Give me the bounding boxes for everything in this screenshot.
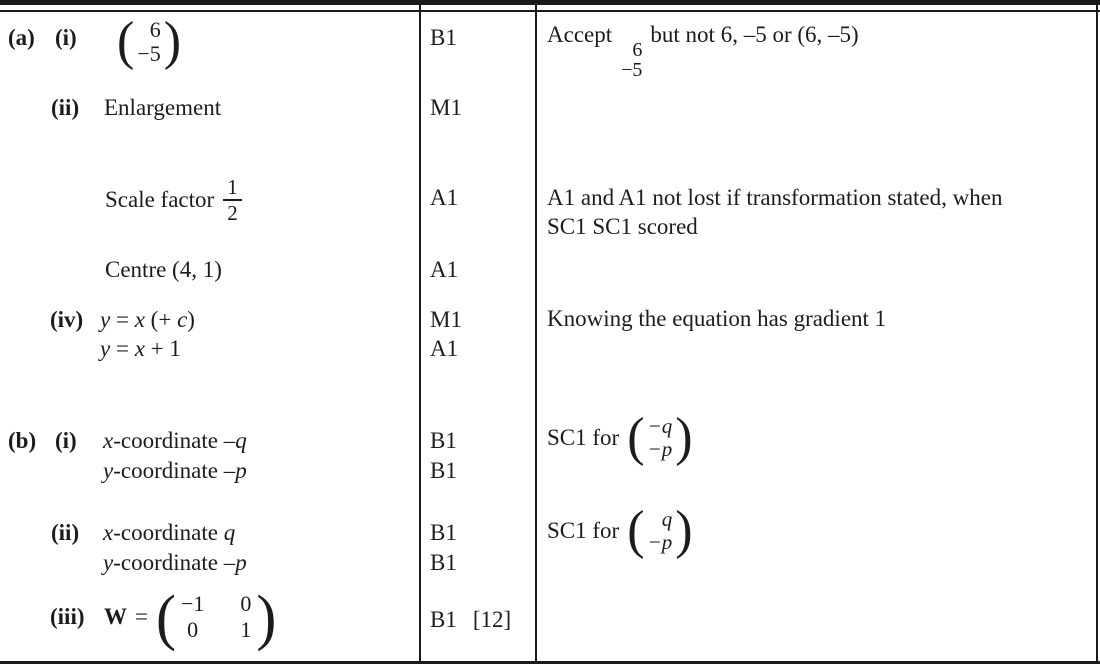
coordinate-text: -coordinate xyxy=(113,520,224,545)
scale-factor-fraction xyxy=(223,175,242,225)
mark-line: B1 xyxy=(430,550,457,575)
matrix-entry: 0 xyxy=(187,617,199,642)
comment-scale xyxy=(547,183,1002,241)
mark-line: B1 xyxy=(430,458,457,483)
comment-text: but not 6, –5 or (6, –5) xyxy=(650,22,859,47)
matrix-entry: 1 xyxy=(240,617,252,642)
math-var: y xyxy=(103,458,114,483)
comment-line: A1 and A1 not lost if transformation stated, when xyxy=(547,185,1003,210)
part-a-i-label: (i) xyxy=(55,25,77,50)
right-paren: ) xyxy=(675,500,693,561)
equals-sign: = xyxy=(135,604,148,629)
matrix-name: W xyxy=(104,604,127,629)
vector-entries xyxy=(645,415,676,461)
comment-a-i xyxy=(547,21,859,80)
stack-bottom: −5 xyxy=(621,59,643,81)
answer-b-ii-line2 xyxy=(103,548,247,578)
table-top-border xyxy=(0,0,1100,5)
part-b-label: (b) xyxy=(8,428,37,453)
marks-b-ii xyxy=(430,518,457,578)
comment-text: SC1 for xyxy=(547,518,620,543)
matrix-entries xyxy=(176,591,256,643)
right-paren: ) xyxy=(163,11,182,72)
column-divider-comments xyxy=(535,5,537,661)
table-bottom-border xyxy=(0,661,1100,664)
mark-a-i: B1 xyxy=(430,25,457,50)
answer-a-ii-text: Enlargement xyxy=(104,95,222,120)
mark-a-ii: M1 xyxy=(430,95,462,120)
answer-b-i-line1 xyxy=(8,426,247,456)
mark-scale: A1 xyxy=(430,185,459,210)
mark-line: B1 xyxy=(430,607,457,632)
mark-line: B1 xyxy=(430,428,457,453)
marks-b-i xyxy=(430,426,457,486)
answer-b-ii-line1 xyxy=(51,518,247,548)
left-paren: ( xyxy=(627,407,645,468)
vector-top: −q xyxy=(647,414,673,438)
table-right-border xyxy=(1096,5,1098,661)
vector-bottom: −p xyxy=(647,530,673,554)
math-var: y xyxy=(100,307,111,332)
vector-bottom: −5 xyxy=(137,41,161,66)
math-var: x xyxy=(103,428,114,453)
part-a-label: (a) xyxy=(8,25,35,50)
answer-a-iv xyxy=(50,305,195,363)
math-op: = xyxy=(110,336,135,361)
math-var: x xyxy=(103,520,114,545)
part-b-iii-label: (iii) xyxy=(50,604,85,629)
mark-centre: A1 xyxy=(430,257,459,282)
left-paren: ( xyxy=(627,500,645,561)
coordinate-text: -coordinate – xyxy=(113,550,236,575)
answer-b-i-line2 xyxy=(103,456,247,486)
math-var: q xyxy=(235,428,247,453)
vector-bottom: −p xyxy=(647,437,673,461)
math-var: p xyxy=(235,458,247,483)
math-op: = xyxy=(110,307,135,332)
mark-b-iii xyxy=(430,606,511,634)
answer-scale-factor xyxy=(105,171,242,228)
comment-b-ii xyxy=(547,502,693,560)
answer-centre: Centre (4, 1) xyxy=(105,257,222,282)
answer-b-ii xyxy=(51,518,247,578)
marks-a-iv xyxy=(430,305,462,363)
math-var: q xyxy=(223,520,236,545)
part-b-ii-label: (ii) xyxy=(51,520,80,545)
mark-line: B1 xyxy=(430,520,457,545)
fraction-denominator: 2 xyxy=(227,200,238,225)
math-close: ) xyxy=(187,307,195,332)
right-paren: ) xyxy=(256,582,277,652)
fraction-numerator: 1 xyxy=(223,175,242,201)
vector-top: 6 xyxy=(149,17,161,42)
math-var: p xyxy=(235,550,247,575)
math-var: x xyxy=(134,336,145,361)
right-paren: ) xyxy=(675,407,693,468)
math-var: y xyxy=(100,336,111,361)
matrix-entry: −1 xyxy=(180,591,205,616)
comment-b-i xyxy=(547,409,693,467)
vector-entries xyxy=(645,508,676,554)
math-var: y xyxy=(103,550,114,575)
comment-text: Accept xyxy=(547,22,613,47)
comment-text: SC1 for xyxy=(547,425,620,450)
math-op: (+ xyxy=(144,307,178,332)
answer-a-ii xyxy=(51,94,221,122)
answer-a-iv-line1 xyxy=(50,305,195,334)
vector-top: q xyxy=(661,507,673,531)
vector-entries xyxy=(134,18,163,66)
part-b-i-label: (i) xyxy=(55,428,77,453)
left-paren: ( xyxy=(117,11,135,72)
column-divider-marks xyxy=(419,5,421,661)
scale-factor-text: Scale factor xyxy=(105,186,215,212)
answer-a-iv-line2 xyxy=(100,334,195,363)
left-paren: ( xyxy=(155,582,176,652)
answer-b-iii xyxy=(50,582,277,652)
mark-line: A1 xyxy=(430,336,459,361)
coordinate-text: -coordinate – xyxy=(113,458,236,483)
matrix-entry: 0 xyxy=(240,591,252,616)
part-a-ii-label: (ii) xyxy=(51,95,80,120)
answer-a-i-vector xyxy=(117,13,181,71)
mark-line: M1 xyxy=(430,307,462,332)
math-var: c xyxy=(177,307,188,332)
math-tail: + 1 xyxy=(144,336,181,361)
total-marks-badge: [12] xyxy=(472,607,512,632)
math-var: x xyxy=(134,307,145,332)
comment-line: SC1 SC1 scored xyxy=(547,214,698,239)
stack-top: 6 xyxy=(632,39,643,61)
part-a-iv-label: (iv) xyxy=(50,307,84,332)
accept-stacked-vector xyxy=(621,40,642,80)
answer-b-i xyxy=(8,426,247,486)
coordinate-text: -coordinate – xyxy=(113,428,236,453)
comment-a-iv: Knowing the equation has gradient 1 xyxy=(547,306,887,331)
